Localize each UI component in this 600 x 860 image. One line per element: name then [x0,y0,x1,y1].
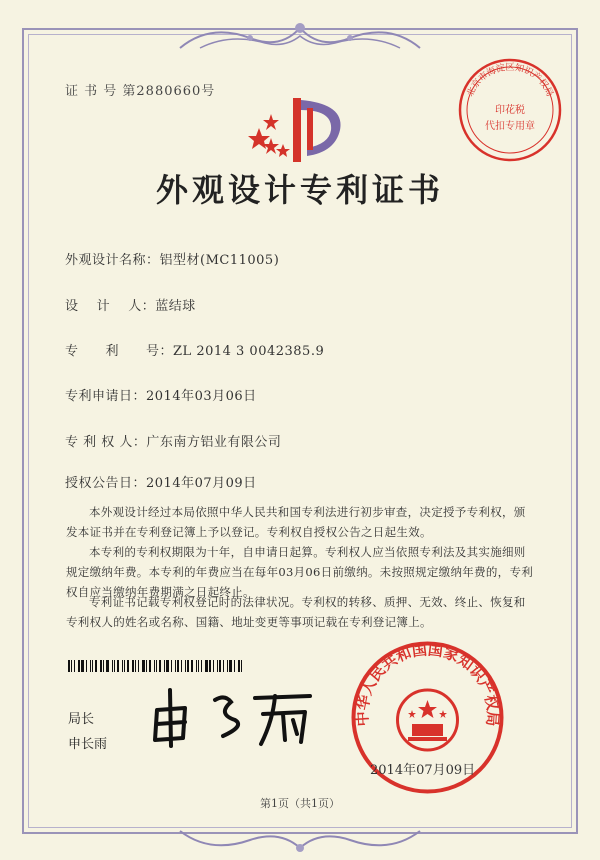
barcode-bar [164,660,165,672]
tax-stamp-line1: 印花税 [495,105,525,116]
certificate-number: 证 书 号 第2880660号 [65,84,216,99]
tax-stamp-outer-text: 北京市海淀区知识产权局 [465,63,555,99]
barcode-bar [127,660,129,672]
barcode-bar [238,660,240,672]
patent-office-logo [245,90,355,170]
body-paragraph-3: 专利证书记载专利权登记时的法律状况。专利权的转移、质押、无效、终止、恢复和专利权人的姓名或名称、国籍、地址变更等事项记载在专利登记簿上。 [66,595,526,629]
barcode-bar [86,660,87,672]
field-value: 铝型材(MC11005) [159,253,280,268]
barcode-bar [100,660,102,672]
barcode-bar [187,660,189,672]
field-grant-date [65,472,257,491]
barcode-bar [114,660,115,672]
field-label: 设 计 人： [65,299,156,314]
svg-text:北京市海淀区知识产权局 [464,61,556,98]
barcode-bar [213,660,214,672]
field-patent-number [65,340,324,359]
barcode-bar [78,660,80,672]
field-value: 蓝结球 [155,299,196,314]
barcode-bar [185,660,186,672]
field-application-date [65,385,257,404]
barcode-bar [205,660,208,672]
barcode-bar [149,660,151,672]
barcode-bar [171,660,172,672]
field-value: ZL 2014 3 0042385.9 [173,344,325,359]
barcode-bar [117,660,119,672]
field-patentee [65,431,281,450]
barcode-bar [177,660,179,672]
barcode-bar [219,660,221,672]
barcode-bar [90,660,91,672]
barcode-bar [135,660,136,672]
barcode-bar [181,660,182,672]
barcode-bar [74,660,75,672]
barcode-bar [227,660,228,672]
barcode-bar [103,660,104,672]
field-value: 2014年03月06日 [146,389,257,404]
barcode-bar [198,660,199,672]
seal-date: 2014年07月09日 [370,763,476,778]
barcode [68,660,244,672]
barcode-bar [223,660,224,672]
barcode-bar [175,660,176,672]
field-design-name [65,249,279,268]
barcode-bar [166,660,169,672]
barcode-bar [234,660,235,672]
barcode-bar [229,660,232,672]
barcode-bar [196,660,197,672]
barcode-bar [146,660,147,672]
field-value: 2014年07月09日 [146,476,257,491]
barcode-bar [68,660,70,672]
barcode-bar [209,660,211,672]
tax-stamp-line2: 代扣专用章 [485,121,535,132]
barcode-bar [124,660,125,672]
page-number: 第1页（共1页） [260,797,340,810]
bottom-ornament [0,826,600,856]
barcode-bar [122,660,123,672]
field-label: 授权公告日： [65,476,147,491]
barcode-bar [81,660,84,672]
field-value: 广东南方铝业有限公司 [146,435,282,450]
barcode-bar [191,660,193,672]
barcode-bar [159,660,161,672]
tax-stamp [455,55,565,165]
barcode-bar [132,660,134,672]
barcode-bar [95,660,97,672]
barcode-bar [217,660,218,672]
handwritten-signature [145,680,315,750]
field-label: 专 利 号： [65,344,174,359]
field-label: 专利申请日： [65,389,147,404]
field-label: 专 利 权 人： [65,435,147,450]
body-paragraph-1: 本外观设计经过本局依照中华人民共和国专利法进行初步审查，决定授予专利权，颁发本证书并在专利登记簿上予以登记。专利权自授权公告之日起生效。 [66,505,526,539]
barcode-bar [112,660,113,672]
body-paragraph-2: 本专利的专利权期限为十年，自申请日起算。专利权人应当依照专利法及其实施细则规定缴纳年费。本专利的年费应当在每年03月06日前缴纳。未按照规定缴纳年费的，专利权自应当缴纳年费期满之日起终止。 [66,545,534,599]
barcode-bar [71,660,72,672]
barcode-bar [106,660,109,672]
barcode-bar [138,660,139,672]
field-label: 外观设计名称： [65,253,160,268]
seal-text: 中华人民共和国国家知识产权局 [353,640,502,727]
barcode-bar [142,660,145,672]
certificate-title: 外观设计专利证书 [155,171,444,209]
barcode-bar [92,660,93,672]
barcode-bar [201,660,202,672]
signature-name: 申长雨 [68,737,108,752]
barcode-bar [154,660,155,672]
barcode-bar [156,660,157,672]
top-ornament [0,18,600,58]
barcode-bar [241,660,242,672]
field-designer [65,295,196,314]
signature-title: 局长 [68,712,95,727]
